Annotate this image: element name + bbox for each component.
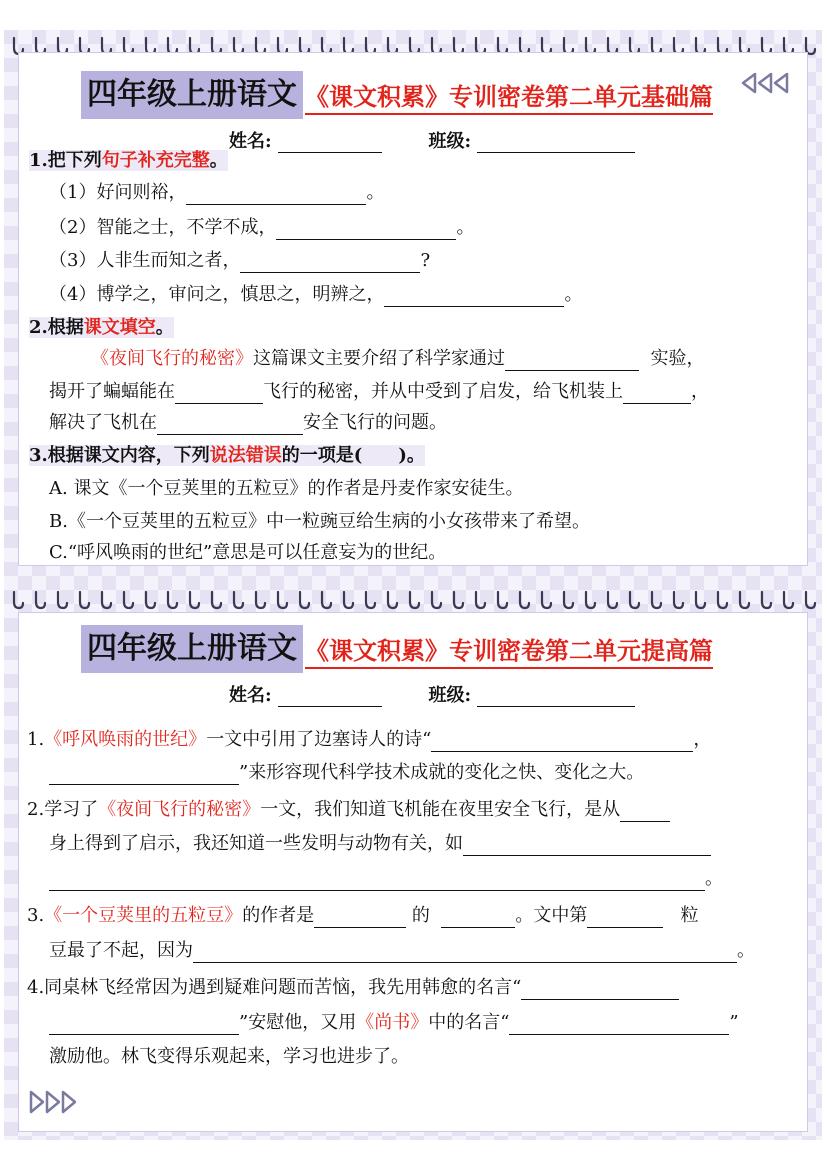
binding-ring bbox=[388, 592, 397, 608]
q1-item-4: （4）博学之，审问之，慎思之，明辨之， 。 bbox=[49, 284, 583, 305]
class-field[interactable] bbox=[477, 688, 635, 707]
binding-ring bbox=[630, 592, 639, 608]
q1-item-1: （1）好问则裕， 。 bbox=[49, 182, 385, 203]
title-row bbox=[81, 71, 781, 121]
binding-ring bbox=[740, 592, 749, 608]
answer-blank[interactable] bbox=[240, 254, 420, 273]
binding-ring bbox=[564, 592, 573, 608]
answer-blank[interactable] bbox=[463, 837, 711, 856]
name-class-row bbox=[229, 127, 635, 153]
adv-q4-line-3: 激励他。林飞变得乐观起来，学习也进步了。 bbox=[49, 1046, 409, 1067]
name-field[interactable] bbox=[278, 688, 382, 707]
answer-blank[interactable] bbox=[384, 288, 564, 307]
q1-item-2: （2）智能之士，不学不成， 。 bbox=[49, 217, 475, 238]
name-field[interactable] bbox=[278, 134, 382, 153]
q2-line-1: 《夜间飞行的秘密》这篇课文主要介绍了科学家通过 实验， bbox=[91, 348, 705, 369]
adv-q4-line-1: 4.同桌林飞经常因为遇到疑难问题而苦恼，我先用韩愈的名言“ bbox=[27, 976, 679, 1000]
page-subtitle: 《课文积累》专训密卷第二单元提高篇 bbox=[305, 635, 713, 669]
arrows-right-icon bbox=[27, 1089, 87, 1115]
binding-ring bbox=[476, 592, 485, 608]
adv-q2-line-1: 2.学习了《夜间飞行的秘密》一文，我们知道飞机能在夜里安全飞行，是从 bbox=[27, 798, 670, 822]
binding-ring bbox=[806, 592, 815, 608]
adv-q1-line-1: 1.《呼风唤雨的世纪》一文中引用了边塞诗人的诗“ ， bbox=[27, 729, 712, 750]
adv-q4-line-2: ”安慰他，又用《尚书》中的名言“ ” bbox=[49, 1011, 739, 1035]
q3-option-b: B.《一个豆荚里的五粒豆》中一粒豌豆给生病的小女孩带来了希望。 bbox=[49, 511, 590, 532]
worksheet-card-basic bbox=[18, 52, 808, 566]
page-subtitle: 《课文积累》专训密卷第二单元基础篇 bbox=[305, 81, 713, 115]
title-row bbox=[81, 625, 781, 675]
adv-q1-line-2: ”来形容现代科学技术成就的变化之快、变化之大。 bbox=[49, 761, 644, 785]
binding-ring bbox=[674, 592, 683, 608]
name-class-row bbox=[229, 681, 635, 707]
binding-ring bbox=[124, 592, 133, 608]
binding-ring bbox=[212, 592, 221, 608]
question-2-heading: 2.根据课文填空。 bbox=[29, 317, 174, 338]
binding-ring bbox=[542, 592, 551, 608]
adv-q3-line-2: 豆最了不起，因为 。 bbox=[49, 940, 755, 961]
class-label: 班级: bbox=[428, 131, 472, 152]
binding-ring bbox=[366, 592, 375, 608]
page-title: 四年级上册语文 bbox=[81, 71, 303, 119]
q2-line-3: 解决了飞机在 安全飞行的问题。 bbox=[49, 412, 447, 433]
answer-blank[interactable] bbox=[505, 352, 639, 371]
binding-ring bbox=[652, 592, 661, 608]
binding-ring bbox=[80, 592, 89, 608]
answer-blank[interactable] bbox=[49, 1016, 239, 1035]
adv-q2-line-2: 身上得到了启示，我还知道一些发明与动物有关，如 bbox=[49, 832, 711, 856]
name-label: 姓名: bbox=[229, 685, 272, 706]
binding-ring bbox=[300, 592, 309, 608]
binding-ring bbox=[608, 592, 617, 608]
binding-ring bbox=[14, 592, 23, 608]
answer-blank[interactable] bbox=[509, 1016, 729, 1035]
question-3-heading: 3.根据课文内容，下列说法错误的一项是( )。 bbox=[29, 445, 425, 466]
answer-blank[interactable] bbox=[49, 872, 705, 891]
answer-blank[interactable] bbox=[431, 733, 693, 752]
answer-blank[interactable] bbox=[49, 766, 239, 785]
question-1-heading: 1.把下列句子补充完整。 bbox=[29, 150, 228, 171]
binding-ring bbox=[256, 592, 265, 608]
binding-ring bbox=[168, 592, 177, 608]
adv-q2-line-3: 。 bbox=[49, 867, 723, 891]
page-title: 四年级上册语文 bbox=[81, 625, 303, 673]
answer-blank[interactable] bbox=[186, 186, 366, 205]
q3-option-a: A. 课文《一个豆荚里的五粒豆》的作者是丹麦作家安徒生。 bbox=[49, 478, 524, 499]
binding-ring bbox=[520, 592, 529, 608]
binding-ring bbox=[432, 592, 441, 608]
binding-ring bbox=[344, 592, 353, 608]
binding-ring bbox=[190, 592, 199, 608]
binding-ring bbox=[58, 592, 67, 608]
binding-ring bbox=[696, 592, 705, 608]
binding-ring bbox=[102, 592, 111, 608]
q3-option-c: C.“呼风唤雨的世纪”意思是可以任意妄为的世纪。 bbox=[49, 542, 447, 563]
binding-rings-middle bbox=[8, 590, 820, 612]
class-field[interactable] bbox=[477, 134, 635, 153]
binding-ring bbox=[36, 592, 45, 608]
answer-blank[interactable] bbox=[157, 416, 303, 435]
binding-ring bbox=[784, 592, 793, 608]
name-label: 姓名: bbox=[229, 131, 272, 152]
class-label: 班级: bbox=[428, 685, 472, 706]
arrows-left-icon bbox=[739, 71, 799, 95]
answer-blank[interactable] bbox=[623, 385, 691, 404]
q1-item-3: （3）人非生而知之者， ? bbox=[49, 250, 431, 271]
answer-blank[interactable] bbox=[441, 909, 515, 928]
answer-blank[interactable] bbox=[175, 385, 263, 404]
adv-q3-line-1: 3.《一个豆荚里的五粒豆》的作者是 的 。文中第 粒 bbox=[27, 905, 699, 926]
binding-ring bbox=[498, 592, 507, 608]
binding-ring bbox=[454, 592, 463, 608]
answer-blank[interactable] bbox=[587, 909, 663, 928]
answer-blank[interactable] bbox=[276, 221, 456, 240]
binding-ring bbox=[234, 592, 243, 608]
binding-ring bbox=[762, 592, 771, 608]
worksheet-card-advanced bbox=[18, 612, 808, 1132]
binding-ring bbox=[322, 592, 331, 608]
answer-blank[interactable] bbox=[193, 944, 737, 963]
q2-line-2: 揭开了蝙蝠能在 飞行的秘密，并从中受到了启发，给飞机装上 ， bbox=[49, 381, 709, 402]
binding-ring bbox=[146, 592, 155, 608]
binding-ring bbox=[718, 592, 727, 608]
binding-ring bbox=[278, 592, 287, 608]
answer-blank[interactable] bbox=[521, 981, 679, 1000]
answer-blank[interactable] bbox=[314, 909, 406, 928]
answer-blank[interactable] bbox=[620, 803, 670, 822]
binding-ring bbox=[410, 592, 419, 608]
binding-ring bbox=[586, 592, 595, 608]
